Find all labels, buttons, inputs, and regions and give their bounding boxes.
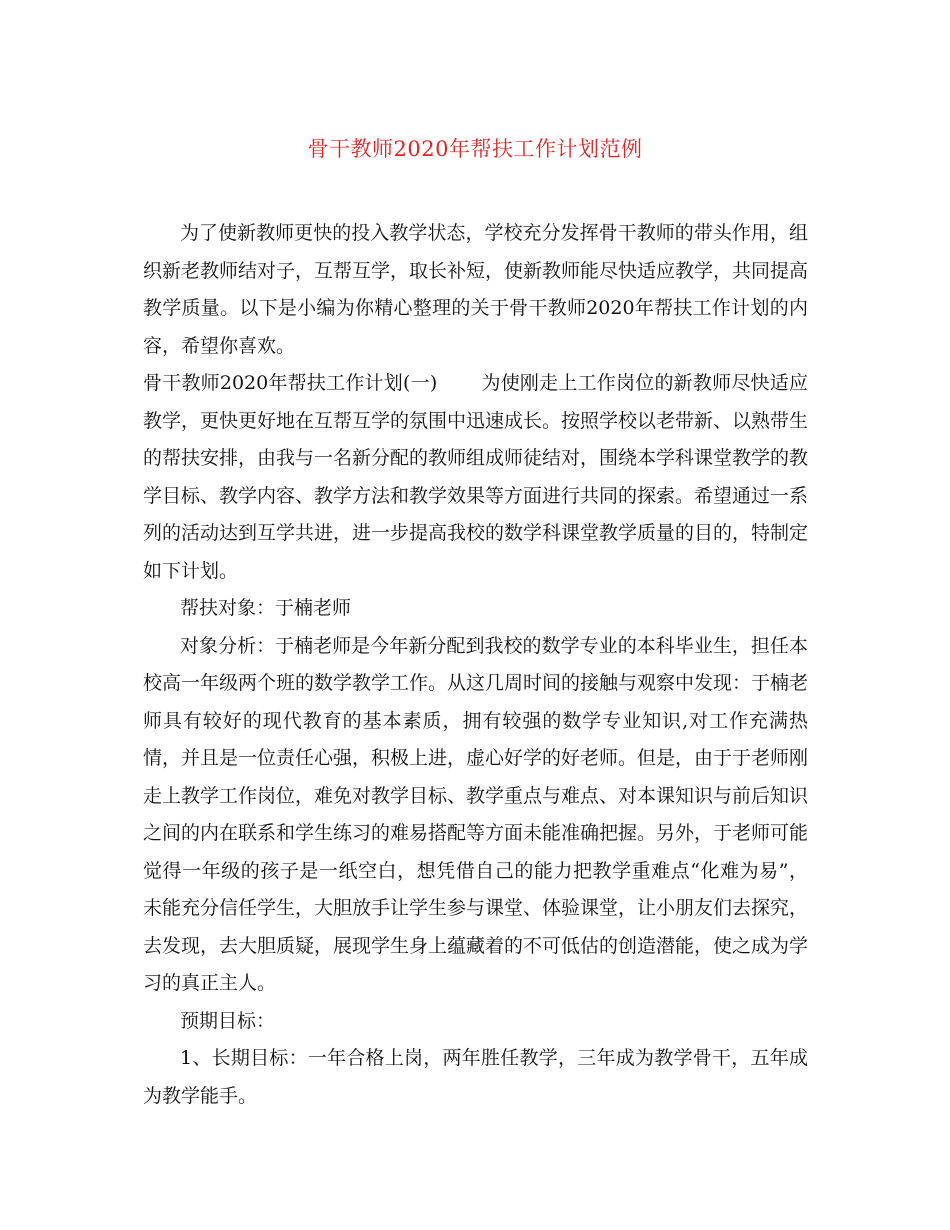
plan-heading: 骨干教师2020年帮扶工作计划(一) — [143, 372, 438, 394]
goal-1-paragraph: 1、长期目标：一年合格上岗，两年胜任教学，三年成为教学骨干，五年成为教学能手。 — [143, 1047, 808, 1107]
document-body — [143, 215, 808, 1115]
analysis-paragraph: 对象分析：于楠老师是今年新分配到我校的数学专业的本科毕业生，担任本校高一年级两个班的数学教学工作。从这几周时间的接触与观察中发现：于楠老师具有较好的现代教育的基本素质，拥有较强的数学专业知识,对工作充满热情，并且是一位责任心强，积极上进，虚心好学的好老师。但是，由于于老师刚走上教学工作岗位，难免对教学目标、教学重点与难点、对本课知识与前后知识之间的内在联系和学生练习的难易搭配等方面未能准确把握。另外，于老师可能觉得一年级的孩子是一纸空白，想凭借自己的能力把教学重难点“化难为易”，未能充分信任学生，大胆放手让学生参与课堂、体验课堂，让小朋友们去探究，去发现，去大胆质疑，展现学生身上蕴藏着的不可低估的创造潜能，使之成为学习的真正主人。 — [143, 634, 809, 994]
target-paragraph: 帮扶对象：于楠老师 — [180, 597, 352, 619]
document-title: 骨干教师2020年帮扶工作计划范例 — [307, 137, 643, 161]
plan-text: 为使刚走上工作岗位的新教师尽快适应教学，更快更好地在互帮互学的氛围中迅速成长。按照学校以老带新、以熟带生的帮扶安排，由我与一名新分配的教师组成师徒结对，围绕本学科课堂教学的教学目标、教学内容、教学方法和教学效果等方面进行共同的探索。希望通过一系列的活动达到互学共进，进一步提高我校的数学科课堂教学质量的目的，特制定如下计划。 — [143, 372, 809, 582]
plan-paragraph — [143, 365, 808, 590]
goals-heading: 预期目标： — [180, 1009, 276, 1032]
intro-paragraph: 为了使新教师更快的投入教学状态，学校充分发挥骨干教师的带头作用，组织新老教师结对子，互帮互学，取长补短，使新教师能尽快适应教学，共同提高教学质量。以下是小编为你精心整理的关于骨干教师2020年帮扶工作计划的内容，希望你喜欢。 — [143, 222, 809, 357]
